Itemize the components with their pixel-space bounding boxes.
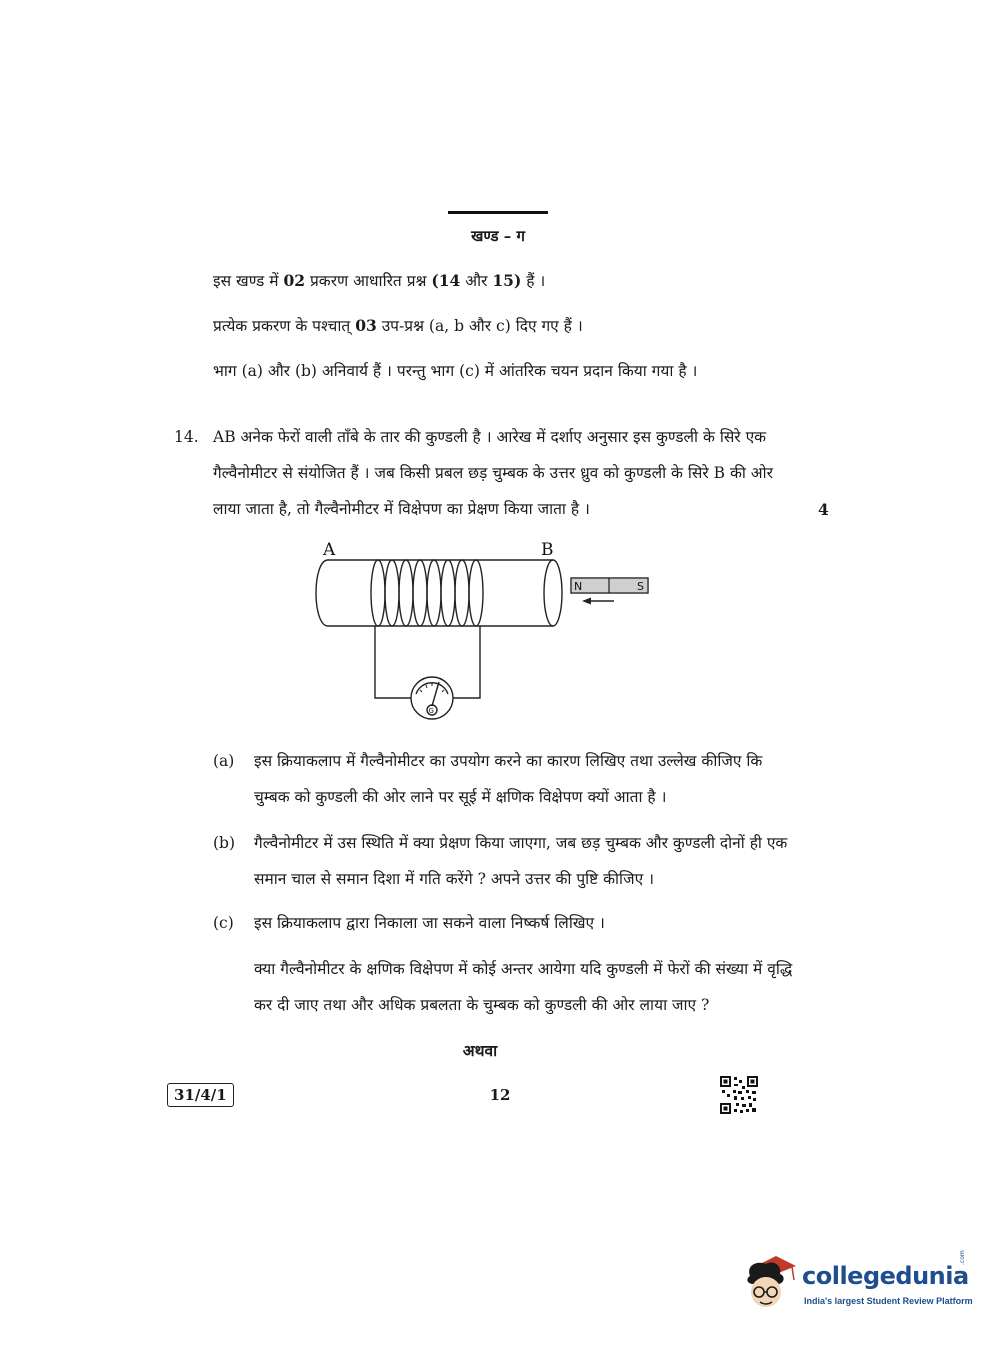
subpart-a-line-1: इस क्रियाकलाप में गैल्वैनोमीटर का उपयोग करने का कारण लिखिए तथा उल्लेख कीजिए कि: [254, 752, 763, 770]
section-intro-line-1: [213, 271, 545, 291]
subpart-b-line-2: समान चाल से समान दिशा में गति करेंगे ? अपने उत्तर की पुष्टि कीजिए ।: [254, 870, 654, 888]
intro-text: और: [460, 272, 493, 290]
label-b: B: [541, 540, 554, 560]
or-separator: अथवा: [462, 1041, 498, 1060]
section-rule: [448, 211, 548, 214]
subpart-c-line-1: इस क्रियाकलाप द्वारा निकाला जा सकने वाला निष्कर्ष लिखिए ।: [254, 914, 605, 932]
cylinder-left-end: [316, 560, 328, 626]
question-line-2: गैल्वैनोमीटर से संयोजित हैं । जब किसी प्रबल छड़ चुम्बक के उत्तर ध्रुव को कुण्डली के सिरे B की ओर: [213, 464, 773, 482]
subpart-c2-line-1: क्या गैल्वैनोमीटर के क्षणिक विक्षेपण में कोई अन्तर आयेगा यदि कुण्डली में फेरों की संख्या में वृद्धि: [254, 960, 793, 978]
subpart-c2-line-2: कर दी जाए तथा और अधिक प्रबलता के चुम्बक को कुण्डली की ओर लाया जाए ?: [254, 996, 710, 1014]
watermark-name: collegedunia: [802, 1262, 969, 1290]
magnet-n-label: N: [574, 580, 583, 593]
paper-code: 31/4/1: [167, 1083, 234, 1107]
intro-bold-count: 03: [355, 316, 377, 335]
question-line-3: लाया जाता है, तो गैल्वैनोमीटर में विक्षेपण का प्रेक्षण किया जाता है ।: [213, 500, 590, 518]
wire-right: [453, 626, 480, 698]
subpart-b-line-1: गैल्वैनोमीटर में उस स्थिति में क्या प्रेक्षण किया जाएगा, जब छड़ चुम्बक और कुण्डली दोनों ही एक: [254, 834, 788, 852]
section-intro-line-2: [213, 316, 583, 336]
subpart-b-label: (b): [213, 834, 236, 852]
section-title: खण्ड – ग: [471, 227, 525, 245]
intro-text: उप-प्रश्न (a, b और c) दिए गए हैं ।: [376, 317, 583, 335]
subpart-a-line-2: चुम्बक को कुण्डली की ओर लाने पर सूई में क्षणिक विक्षेपण क्यों आता है ।: [254, 788, 667, 806]
collegedunia-logo: [742, 1248, 978, 1320]
intro-bold-count: 02: [283, 271, 306, 290]
arrow-left-icon: [582, 598, 591, 605]
question-marks: 4: [818, 500, 829, 519]
page-number: 12: [489, 1086, 511, 1104]
question-number: 14.: [174, 428, 199, 446]
coil-galvanometer-diagram: [300, 530, 680, 730]
intro-text: प्रत्येक प्रकरण के पश्चात्: [213, 317, 356, 335]
label-a: A: [323, 540, 336, 560]
question-line-1: AB अनेक फेरों वाली ताँबे के तार की कुण्डली है । आरेख में दर्शाए अनुसार इस कुण्डली के सिरे एक: [213, 428, 767, 446]
subpart-a-label: (a): [213, 752, 235, 770]
galvanometer-label: G: [428, 707, 434, 715]
cylinder-right-end: [544, 560, 562, 626]
magnet-s-label: S: [637, 580, 644, 593]
section-intro-line-3: भाग (a) और (b) अनिवार्य हैं । परन्तु भाग (c) में आंतरिक चयन प्रदान किया गया है ।: [213, 362, 698, 380]
intro-text: हैं ।: [521, 272, 546, 290]
intro-bold-q14: (14: [431, 271, 461, 290]
subpart-c-label: (c): [213, 914, 234, 932]
intro-bold-q15: 15): [492, 271, 522, 290]
watermark-com: .com: [959, 1250, 966, 1265]
wire-left: [375, 626, 411, 698]
student-mascot-icon: [742, 1252, 800, 1312]
intro-text: इस खण्ड में: [213, 272, 284, 290]
intro-text: प्रकरण आधारित प्रश्न: [305, 272, 432, 290]
watermark-tagline: India's largest Student Review Platform: [804, 1296, 973, 1306]
qr-code-icon: [720, 1076, 758, 1114]
coil-turns: [371, 560, 483, 626]
